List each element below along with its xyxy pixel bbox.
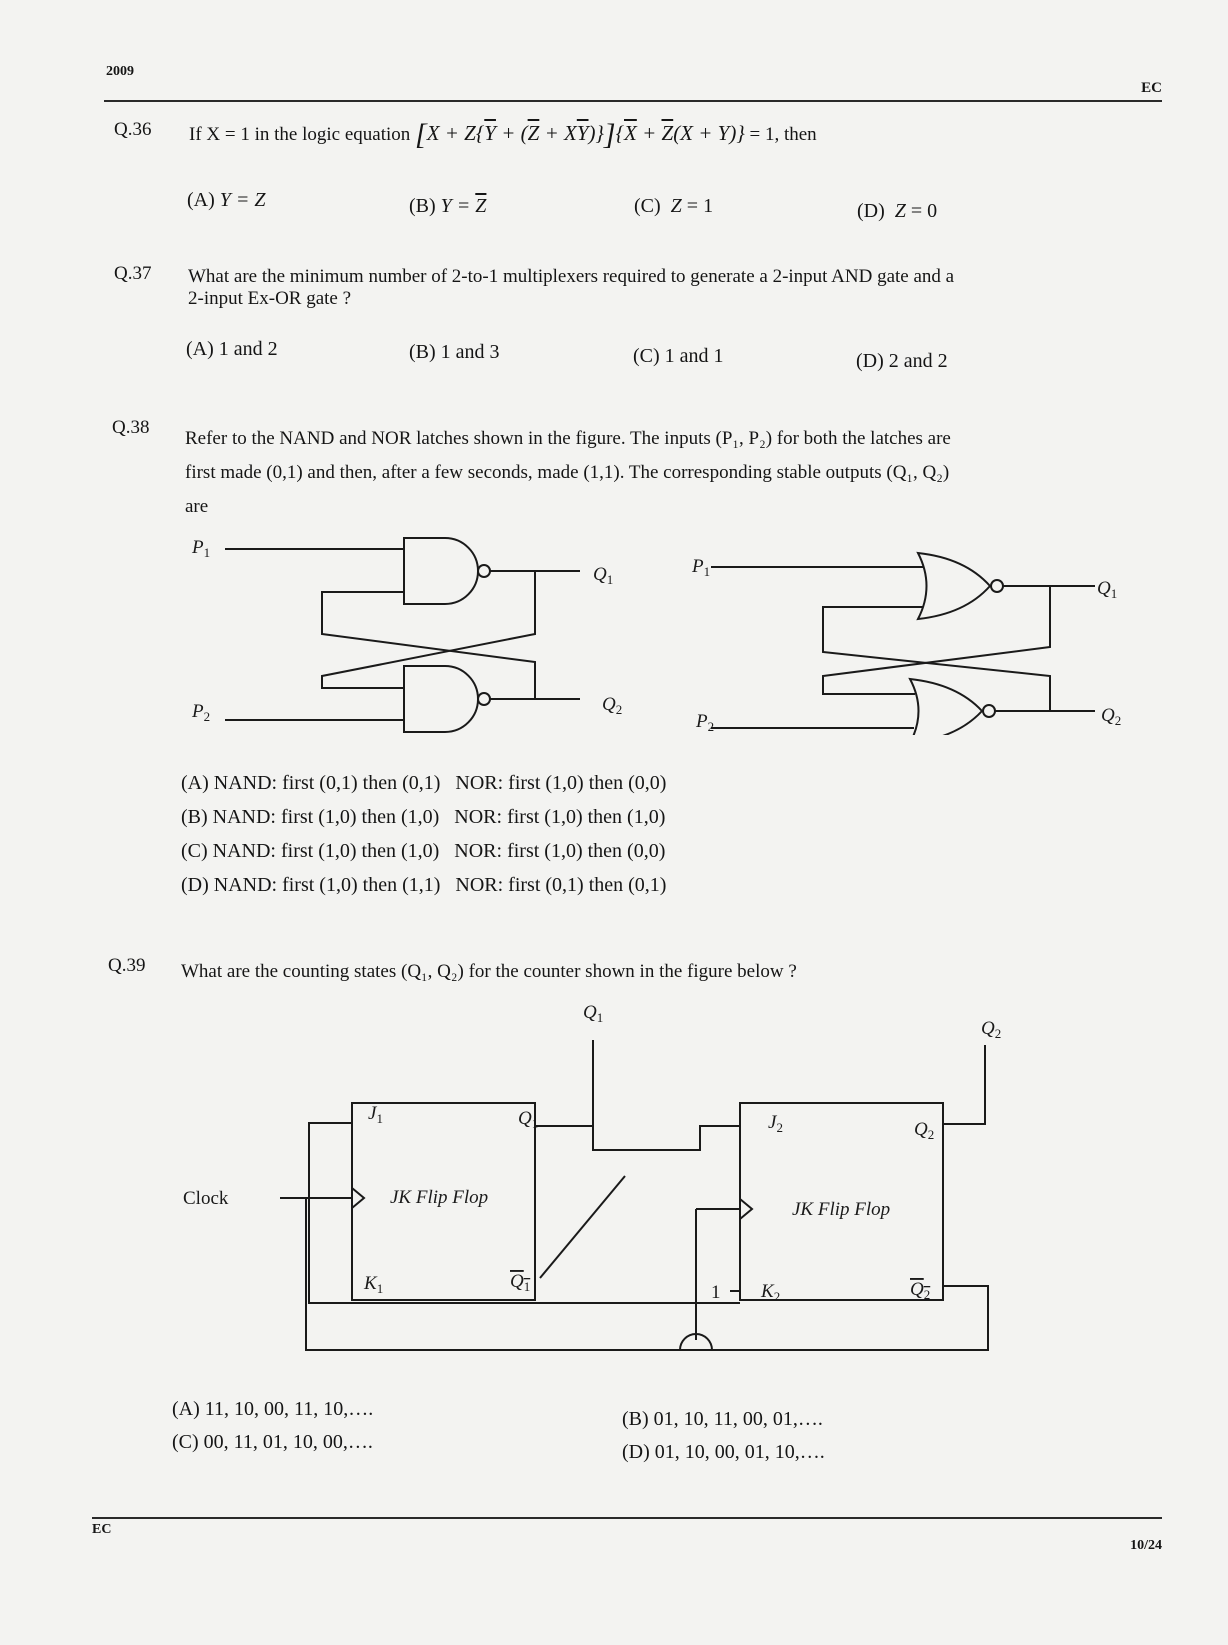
nand-top-bubble [478,565,490,577]
nand-latch [225,538,580,732]
q36-number: Q.36 [114,119,152,140]
page-number: 10/24 [1130,1538,1162,1553]
paper-code-header: EC [1141,80,1162,96]
q39-number: Q.39 [108,955,146,976]
q39-option-b: (B) 01, 10, 11, 00, 01,…. [622,1408,823,1430]
nor-latch [711,553,1095,735]
k2-one-label: 1 [711,1282,721,1303]
q39-option-d: (D) 01, 10, 00, 01, 10,…. [622,1441,825,1463]
q37-line-2: 2-input Ex-OR gate ? [188,288,352,309]
q37-option-c: (C) 1 and 1 [633,345,724,367]
q36-equation: $[X + Z\{\overline{Y} + (\overline{Z} + X\overline{Y})\}]\{\overline{X} + \overline{Z}(X + Y)\}$ [415,118,745,151]
diagonal-link [540,1176,625,1278]
q39-text: What are the counting states (Q₁, Q₂) for the counter shown in the figure below ? [181,961,797,982]
q39-counter-figure [0,995,1228,1385]
nor-top-bubble [991,580,1003,592]
q37-line-1: What are the minimum number of 2-to-1 multiplexers required to generate a 2-input AND gate and a [188,266,955,287]
nand-cross-q1 [322,571,535,688]
ff2-qbar-label: $Q_2$ [910,1279,931,1302]
nand-cross-q2 [322,592,535,699]
q39-option-a: (A) 11, 10, 00, 11, 10,…. [172,1398,374,1420]
nand-gate-top [404,538,478,604]
paper-year: 2009 [106,64,134,79]
clock-label: Clock [183,1188,229,1209]
nand-p2-label: $P_2$ [192,701,211,724]
ff1-j-label: $J_1$ [368,1103,383,1126]
q36-option-b: (B) $Y = \overline{Z}$ [409,195,487,217]
q38-latch-figure [0,520,1228,735]
ff1-qbar-label: $Q_1$ [510,1271,531,1294]
nand-q2-label: $Q_2$ [602,694,623,717]
q37-number: Q.37 [114,263,152,284]
q38-line-2: first made (0,1) and then, after a few seconds, made (1,1). The corresponding stable outputs (Q₁, Q₂) [185,462,950,483]
nor-p1-label: $P_1$ [692,556,711,579]
q2-output-wire [943,1045,985,1124]
q38-line-3: are [185,496,209,517]
nor-gate-bottom [910,679,982,735]
clock-jump [294,1188,314,1198]
nor-cross-q1 [823,586,1050,694]
nor-gate-top [918,553,990,619]
ff1-q-label: $Q_1$ [518,1108,539,1131]
nand-p1-label: $P_1$ [192,537,211,560]
q36-prefix: If X = 1 in the logic equation [189,124,411,145]
q2bar-feedback-wire [306,1198,988,1350]
nand-bottom-bubble [478,693,490,705]
q38-option-a: (A) NAND: first (0,1) then (0,1) NOR: first (1,0) then (0,0) [181,772,667,794]
footer-rule [92,1517,1162,1519]
nor-cross-q2 [823,607,1050,711]
ff1-k-label: $K_1$ [364,1273,384,1296]
nor-p2-label: $P_2$ [696,711,715,734]
ff1-clock-triangle [352,1188,364,1208]
ff2-label: JK Flip Flop [792,1199,891,1220]
nor-q1-label: $Q_1$ [1097,578,1118,601]
q1-to-j2-wire [593,1126,740,1150]
q37-option-d: (D) 2 and 2 [856,350,948,372]
q37-option-b: (B) 1 and 3 [409,341,500,363]
q38-option-d: (D) NAND: first (1,0) then (1,1) NOR: first (0,1) then (0,1) [181,874,667,896]
q36-suffix: = 1, then [749,124,817,145]
paper-code-footer: EC [92,1522,112,1537]
ff2-clock-triangle [740,1199,752,1219]
ff2-k-label: $K_2$ [761,1281,781,1304]
header-rule [104,100,1162,102]
nor-q2-label: $Q_2$ [1101,705,1122,728]
q36-option-c: (C) Z = 1 [634,195,714,217]
q36-text [189,118,817,150]
nand-q1-label: $Q_1$ [593,564,614,587]
ff2-j-label: $J_2$ [768,1112,783,1135]
nand-gate-bottom [404,666,478,732]
q38-number: Q.38 [112,417,150,438]
nor-bottom-bubble [983,705,995,717]
q38-line-1: Refer to the NAND and NOR latches shown in the figure. The inputs (P₁, P₂) for both the latches are [185,428,951,449]
q37-option-a: (A) 1 and 2 [186,338,278,360]
q38-text [185,422,1175,524]
q1-top-label: $Q_1$ [583,1002,604,1025]
ff2-q-label: $Q_2$ [914,1119,935,1142]
q2-top-label: $Q_2$ [981,1018,1002,1041]
q39-option-c: (C) 00, 11, 01, 10, 00,…. [172,1431,373,1453]
q38-option-b: (B) NAND: first (1,0) then (1,0) NOR: first (1,0) then (1,0) [181,806,666,828]
q36-option-a: (A) Y = Z [187,189,266,211]
q38-option-c: (C) NAND: first (1,0) then (1,0) NOR: first (1,0) then (0,0) [181,840,666,862]
q37-text [188,262,1168,314]
ff1-label: JK Flip Flop [390,1187,489,1208]
q36-option-d: (D) Z = 0 [857,200,938,222]
